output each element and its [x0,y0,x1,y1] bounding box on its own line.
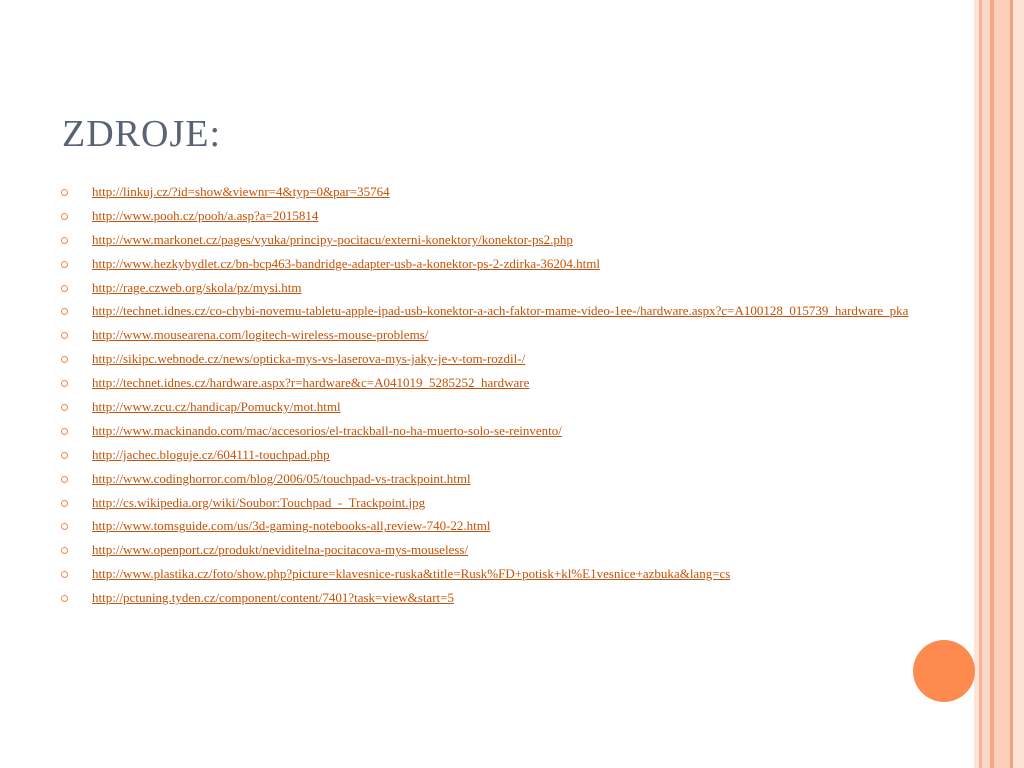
list-item [60,471,920,487]
stripe [982,0,990,768]
list-item [60,590,920,606]
source-link[interactable]: http://www.pooh.cz/pooh/a.asp?a=2015814 [92,207,319,223]
bullet-icon [61,237,68,244]
source-link[interactable]: http://www.openport.cz/produkt/neviditelna-pocitacova-mys-mouseless/ [92,542,469,558]
bullet-icon [61,285,68,292]
list-item [60,232,920,248]
bullet-icon [61,332,68,339]
source-link[interactable]: http://pctuning.tyden.cz/component/content/7401?task=view&start=5 [92,590,454,606]
bullet-icon [61,308,68,315]
source-link[interactable]: http://www.zcu.cz/handicap/Pomucky/mot.html [92,399,341,415]
list-item [60,542,920,558]
list-item [60,327,920,343]
bullet-icon [61,356,68,363]
stripe [994,0,1010,768]
decorative-side-stripes [974,0,1024,768]
bullet-icon [61,428,68,435]
source-link[interactable]: http://www.tomsguide.com/us/3d-gaming-notebooks-all,review-740-22.html [92,518,491,534]
list-item [60,375,920,391]
list-item [60,208,920,224]
bullet-icon [61,213,68,220]
source-link[interactable]: http://linkuj.cz/?id=show&viewnr=4&typ=0&par=35764 [92,184,390,199]
source-link[interactable]: http://sikipc.webnode.cz/news/opticka-mys-vs-laserova-mys-jaky-je-v-tom-rozdil-/ [92,351,526,367]
source-link[interactable]: http://technet.idnes.cz/hardware.aspx?r=hardware&c=A041019_5285252_hardware [92,375,530,391]
bullet-icon [61,452,68,459]
source-link[interactable]: http://www.mackinando.com/mac/accesorios/el-trackball-no-ha-muerto-solo-se-reinvento/ [92,422,562,438]
list-item [60,280,920,296]
decorative-circle [913,640,975,702]
source-link[interactable]: http://www.markonet.cz/pages/vyuka/principy-pocitacu/externi-konektory/konektor-ps2.php [92,231,573,247]
sources-list [60,184,920,614]
source-link[interactable]: http://www.codinghorror.com/blog/2006/05/touchpad-vs-trackpoint.html [92,470,471,486]
source-link[interactable]: http://www.plastika.cz/foto/show.php?picture=klavesnice-ruska&title=Rusk%FD+potisk+kl%E1vesnice+azbuka&lang=cs [92,566,731,582]
source-link[interactable]: http://rage.czweb.org/skola/pz/mysi.htm [92,279,302,295]
bullet-icon [61,380,68,387]
source-link[interactable]: http://technet.idnes.cz/co-chybi-novemu-tabletu-apple-ipad-usb-konektor-a-ach-faktor-mame-video-1ee-/hardware.aspx?c=A100128_015739_hardware_pka [92,303,909,319]
source-link[interactable]: http://www.mousearena.com/logitech-wireless-mouse-problems/ [92,327,429,343]
source-link[interactable]: http://jachec.bloguje.cz/604111-touchpad.php [92,446,330,462]
bullet-icon [61,595,68,602]
list-item [60,399,920,415]
bullet-icon [61,189,68,196]
bullet-icon [61,523,68,530]
list-item [60,518,920,534]
list-item [60,351,920,367]
list-item [60,256,920,272]
source-link[interactable]: http://www.hezkybydlet.cz/bn-bcp463-bandridge-adapter-usb-a-konektor-ps-2-zdirka-36204.html [92,255,601,271]
stripe [1013,0,1024,768]
list-item [60,423,920,439]
bullet-icon [61,500,68,507]
bullet-icon [61,547,68,554]
source-link[interactable]: http://cs.wikipedia.org/wiki/Soubor:Touchpad_-_Trackpoint.jpg [92,494,426,510]
bullet-icon [61,261,68,268]
bullet-icon [61,404,68,411]
list-item [60,566,920,582]
list-item [60,495,920,511]
bullet-icon [61,571,68,578]
slide-title: ZDROJE: [62,113,221,155]
list-item [60,303,920,319]
list-item [60,447,920,463]
bullet-icon [61,476,68,483]
list-item [60,184,920,200]
